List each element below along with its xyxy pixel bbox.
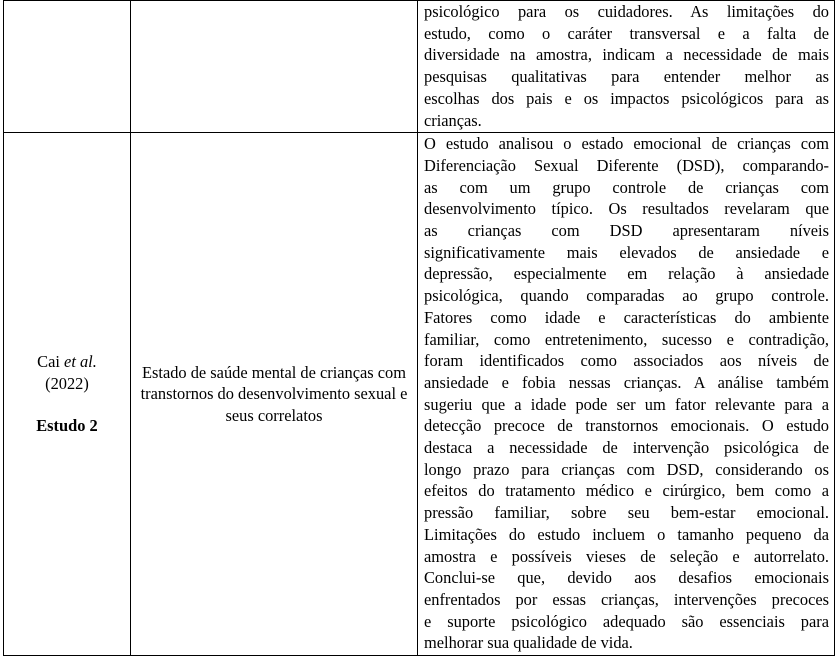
summary-line: diversidade na amostra, indicam a necessidade de mais [424,45,829,65]
summary-line: detecção precoce de transtornos emocionais. O estudo [424,416,829,436]
study-label: Estudo 2 [36,416,98,436]
summary-line: Fatores como idade e características do ambiente [424,307,829,327]
summary-line: psicológica, quando comparadas ao grupo controle. [424,286,829,306]
author-reference [4,351,130,373]
summary-line: enfrentados por essas crianças, intervenções precoces [424,589,829,609]
publication-year: (2022) [45,373,89,393]
reference-cell-empty [4,1,131,133]
summary-line: as crianças com DSD apresentaram níveis [424,221,829,241]
table-row-continued [4,1,835,133]
et-al: et al. [64,352,97,372]
summary-line: e suporte psicológico adequado são essenciais para [424,611,829,631]
summary-line: Limitações do estudo incluem o tamanho pequeno da [424,524,829,544]
author-name: Cai [37,352,60,372]
summary-line: desenvolvimento típico. Os resultados revelaram que [424,199,829,219]
summary-cell [418,133,835,656]
summary-line: pesquisas qualitativas para entender melhor as [424,67,829,87]
summary-cell-continued [418,1,835,133]
studies-table [3,0,835,656]
summary-line: amostra e possíveis vieses de seleção e autorrelato. [424,546,829,566]
summary-line: destaca a necessidade de intervenção psicológica de [424,438,829,458]
table-row-study-2 [4,133,835,656]
title-cell-empty [131,1,418,133]
summary-line: Conclui-se que, devido aos desafios emocionais [424,568,829,588]
study-title: Estado de saúde mental de crianças com transtornos do desenvolvimento sexual e seus correlatos [140,362,408,425]
summary-line: ansiedade e fobia nessas crianças. A análise também [424,372,829,392]
summary-line: as com um grupo controle de crianças com [424,177,829,197]
summary-line: melhorar sua qualidade de vida. [424,633,633,653]
summary-line: O estudo analisou o estado emocional de crianças com [424,134,829,154]
summary-line: foram identificados como associados aos níveis de [424,351,829,371]
summary-line: significativamente mais elevados de ansiedade e [424,242,829,262]
summary-line: escolhas dos pais e os impactos psicológicos para as [424,88,829,108]
summary-line: depressão, especialmente em relação à ansiedade [424,264,829,284]
summary-line: sugeriu que a idade pode ser um fator relevante para a [424,394,829,414]
summary-line: estudo, como o caráter transversal e a falta de [424,23,829,43]
summary-line: efeitos do tratamento médico e cirúrgico, bem como a [424,481,829,501]
summary-line: familiar, como entretenimento, sucesso e contradição, [424,329,829,349]
reference-cell [4,133,131,656]
summary-line: psicológico para os cuidadores. As limitações do [424,2,829,21]
summary-line: Diferenciação Sexual Diferente (DSD), comparando- [424,155,829,175]
summary-line: longo prazo para crianças com DSD, considerando os [424,459,829,479]
summary-line: crianças. [424,110,482,130]
study-title-cell [131,133,418,656]
summary-line: pressão familiar, sobre seu bem-estar emocional. [424,503,829,523]
